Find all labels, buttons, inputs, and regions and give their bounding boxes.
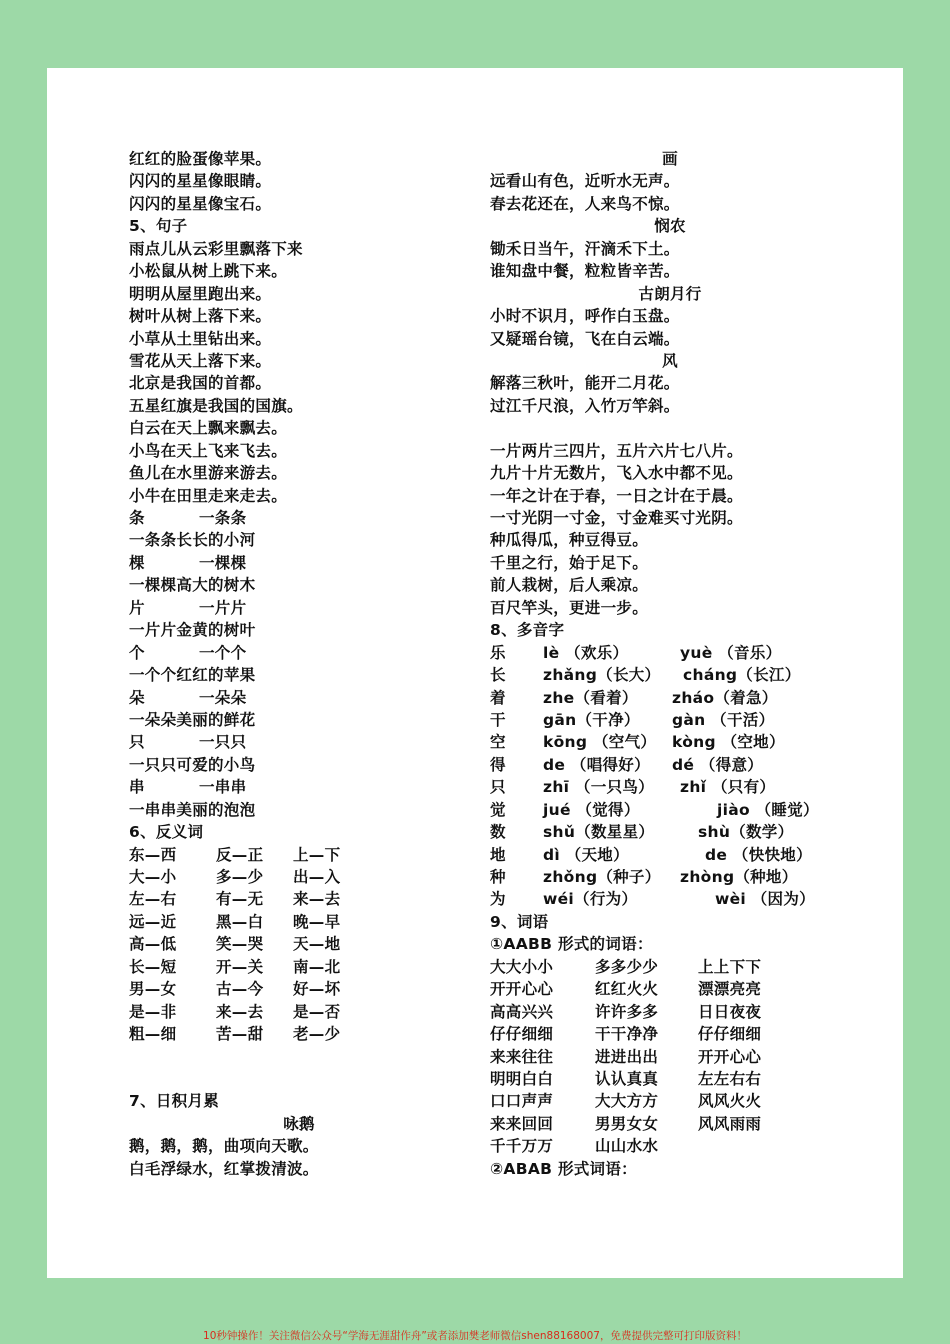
row-cell: zhǒng（种子） [543,868,661,886]
poem-title: 悯农 [654,217,686,236]
row-cell: 乐 [490,643,506,662]
text-line: 白云在天上飘来飘去。 [129,419,288,438]
row-cell: 有—无 [216,890,264,909]
row-cell: 风风火火 [698,1092,762,1111]
row-cell: 只 [129,733,145,752]
row-cell: 是—否 [293,1002,341,1021]
row-cell: zhe（看着） [543,688,638,707]
text-line: 闪闪的星星像眼睛。 [129,172,272,191]
row-cell: 晚—早 [293,912,341,931]
text-line: 一年之计在于春，一日之计在于晨。 [490,486,743,505]
table-row [129,844,469,866]
table-row [490,709,850,731]
text-line: ①AABB 形式的词语： [490,935,653,954]
row-cell: lè （欢乐） [543,643,629,662]
table-row [129,911,469,933]
table-row [129,1023,469,1045]
row-cell: gān（干净） [543,710,640,729]
row-cell: 得 [490,755,506,774]
text-line: 8、多音字 [490,621,565,640]
row-cell: 来—去 [293,890,341,909]
row-cell: 一条条 [199,509,247,527]
row-cell: 多—少 [216,868,264,886]
row-cell: yuè （音乐） [680,643,782,662]
text-line: 鹅，鹅，鹅，曲项向天歌。 [129,1137,319,1156]
row-cell: 黑—白 [216,912,264,931]
row-cell: 数 [490,823,506,842]
row-cell: jué （觉得） [543,800,640,819]
text-line: 远看山有色，近听水无声。 [490,172,680,191]
row-cell: 大大小小 [490,957,554,976]
row-cell: 出—入 [293,868,341,886]
row-cell: 串 [129,778,145,797]
row-cell: 仔仔细细 [490,1025,554,1044]
row-cell: 风风雨雨 [698,1114,762,1133]
text-line: 九片十片无数片，飞入水中都不见。 [490,464,743,483]
row-cell: 上—下 [293,845,341,864]
text-line: 一朵朵美丽的鲜花 [129,710,256,729]
row-cell: dé （得意） [672,755,764,774]
row-cell: 朵 [129,688,145,707]
table-row [129,888,469,910]
right-column [490,148,850,1180]
row-cell: 开开心心 [698,1047,762,1066]
row-cell: 山山水水 [595,1137,659,1156]
text-line: 北京是我国的首都。 [129,374,272,393]
row-cell: kòng （空地） [672,733,785,752]
row-cell: shù（数学） [698,823,794,842]
row-cell: zháo（着急） [672,688,778,707]
row-cell: 着 [490,688,506,707]
row-cell: 左—右 [129,890,177,909]
row-cell: 种 [490,868,506,886]
row-cell: 反—正 [216,845,264,864]
text-line: 小松鼠从树上跳下来。 [129,262,288,281]
row-cell: wéi（行为） [543,890,638,909]
text-line: 一寸光阴一寸金，寸金难买寸光阴。 [490,509,743,527]
row-cell: 笑—哭 [216,935,264,954]
table-row [129,507,469,529]
table-row [490,1023,850,1045]
table-row [129,731,469,753]
row-cell: 片 [129,598,145,617]
row-cell: 明明白白 [490,1069,554,1088]
blank-line [129,1068,469,1090]
row-cell: 来—去 [216,1002,264,1021]
text-line: 锄禾日当午，汗滴禾下土。 [490,239,680,258]
row-cell: de （唱得好） [543,755,650,774]
row-cell: 好—坏 [293,980,341,999]
table-row [490,1113,850,1135]
row-cell: 仔仔细细 [698,1025,762,1044]
text-line: 白毛浮绿水，红掌拨清波。 [129,1159,319,1178]
text-line: 7、日积月累 [129,1092,220,1111]
table-row [490,1135,850,1157]
row-cell: 多多少少 [595,957,659,976]
text-line: 一个个红红的苹果 [129,666,256,685]
table-row [129,933,469,955]
text-line: 红红的脸蛋像苹果。 [129,150,272,168]
table-row [129,642,469,664]
table-row [490,1068,850,1090]
text-line: 一棵棵高大的树木 [129,576,256,595]
row-cell: 觉 [490,800,506,819]
row-cell: 来来回回 [490,1114,554,1133]
row-cell: 一朵朵 [199,688,247,707]
text-line: 一片片金黄的树叶 [129,621,256,640]
table-row [129,776,469,798]
row-cell: 个 [129,643,145,662]
row-cell: 老—少 [293,1025,341,1044]
text-line: 过江千尺浪，入竹万竿斜。 [490,396,680,415]
row-cell: cháng（长江） [683,666,801,685]
table-row [490,1001,850,1023]
table-row [490,754,850,776]
row-cell: 粗—细 [129,1025,177,1044]
poem-title: 咏鹅 [283,1114,315,1133]
row-cell: 长 [490,666,506,685]
text-line: 又疑瑶台镜，飞在白云端。 [490,329,680,348]
row-cell: zhǎng（长大） [543,666,661,685]
text-line: 闪闪的星星像宝石。 [129,194,272,213]
row-cell: 为 [490,890,506,909]
row-cell: zhǐ （只有） [680,778,776,797]
row-cell: 棵 [129,553,145,572]
table-row [129,956,469,978]
row-cell: 古—今 [216,980,264,999]
text-line: 一条条长长的小河 [129,531,256,550]
text-line: 6、反义词 [129,823,204,842]
row-cell: 一只只 [199,733,247,752]
table-row [129,597,469,619]
row-cell: zhòng（种地） [680,868,798,886]
row-cell: 进进出出 [595,1047,659,1066]
text-line: 前人栽树，后人乘凉。 [490,576,649,595]
table-row [490,664,850,686]
row-cell: 来来往往 [490,1047,554,1066]
row-cell: 高高兴兴 [490,1002,554,1021]
text-line: 一片两片三四片，五片六片七八片。 [490,441,743,460]
text-line: 千里之行，始于足下。 [490,553,649,572]
blank-line [490,417,850,439]
row-cell: 南—北 [293,957,341,976]
table-row [129,552,469,574]
text-line: 树叶从树上落下来。 [129,307,272,326]
row-cell: 高—低 [129,935,177,954]
row-cell: 男男女女 [595,1114,659,1133]
row-cell: 开开心心 [490,980,554,999]
table-row [490,956,850,978]
row-cell: jiào （睡觉） [717,800,819,819]
row-cell: 苦—甜 [216,1025,264,1044]
table-row [490,799,850,821]
table-row [490,888,850,910]
text-line: 解落三秋叶，能开二月花。 [490,374,680,393]
row-cell: 干 [490,710,506,729]
poem-title: 风 [662,351,678,370]
row-cell: gàn （干活） [672,710,775,729]
text-line: 鱼儿在水里游来游去。 [129,464,288,483]
row-cell: 许许多多 [595,1002,659,1021]
row-cell: 口口声声 [490,1092,554,1111]
text-line: 明明从屋里跑出来。 [129,284,272,303]
row-cell: 一个个 [199,643,247,662]
row-cell: 开—关 [216,957,264,976]
row-cell: 一棵棵 [199,553,247,572]
row-cell: 大大方方 [595,1092,659,1111]
row-cell: shǔ（数星星） [543,823,655,842]
row-cell: 千千万万 [490,1137,554,1156]
row-cell: 一片片 [199,598,247,617]
table-row [129,866,469,888]
row-cell: 左左右右 [698,1069,762,1088]
table-row [129,978,469,1000]
table-row [490,731,850,753]
text-line: ②ABAB 形式词语： [490,1159,637,1178]
text-line: 五星红旗是我国的国旗。 [129,396,303,415]
text-line: 谁知盘中餐，粒粒皆辛苦。 [490,262,680,281]
table-row [490,1090,850,1112]
row-cell: 天—地 [293,935,341,954]
table-row [490,776,850,798]
row-cell: 上上下下 [698,957,762,976]
text-line: 百尺竿头，更进一步。 [490,598,649,617]
row-cell: 日日夜夜 [698,1002,762,1021]
row-cell: 是—非 [129,1002,177,1021]
table-row [129,687,469,709]
row-cell: 认认真真 [595,1069,659,1088]
row-cell: 一串串 [199,778,247,797]
row-cell: 大—小 [129,868,177,886]
text-line: 小草从土里钻出来。 [129,329,272,348]
poem-title: 画 [662,150,678,168]
row-cell: wèi （因为） [715,890,815,909]
table-row [490,687,850,709]
table-row [490,978,850,1000]
text-line: 5、句子 [129,217,188,236]
row-cell: 空 [490,733,506,752]
text-line: 雨点儿从云彩里飘落下来 [129,239,303,258]
row-cell: kōng （空气） [543,733,657,752]
row-cell: 远—近 [129,912,177,931]
table-row [490,844,850,866]
poem-title: 古朗月行 [638,284,702,303]
blank-line [129,1046,469,1068]
table-row [490,821,850,843]
text-line: 一只只可爱的小鸟 [129,755,256,774]
row-cell: 干干净净 [595,1025,659,1044]
text-line: 小时不识月，呼作白玉盘。 [490,307,680,326]
text-line: 小牛在田里走来走去。 [129,486,288,505]
row-cell: dì （天地） [543,845,629,864]
row-cell: 只 [490,778,506,797]
text-line: 小鸟在天上飞来飞去。 [129,441,288,460]
row-cell: 漂漂亮亮 [698,980,762,999]
row-cell: zhī （一只鸟） [543,778,654,797]
text-line: 一串串美丽的泡泡 [129,800,256,819]
text-line: 雪花从天上落下来。 [129,351,272,370]
text-line: 春去花还在，人来鸟不惊。 [490,194,680,213]
left-column [129,148,469,1180]
footer-notice: 10秒钟操作！关注微信公众号“学海无涯甜作舟”或者添加樊老师微信shen88168007，免费提供完整可打印版资料！ [203,1330,747,1342]
table-row [490,642,850,664]
table-row [129,1001,469,1023]
row-cell: 男—女 [129,980,177,999]
row-cell: 地 [490,845,506,864]
text-line: 9、词语 [490,912,549,931]
row-cell: 东—西 [129,845,177,864]
text-line: 种瓜得瓜，种豆得豆。 [490,531,649,550]
row-cell: 长—短 [129,957,177,976]
row-cell: 条 [129,509,145,527]
row-cell: de （快快地） [705,845,812,864]
row-cell: 红红火火 [595,980,659,999]
table-row [490,866,850,888]
table-row [490,1046,850,1068]
